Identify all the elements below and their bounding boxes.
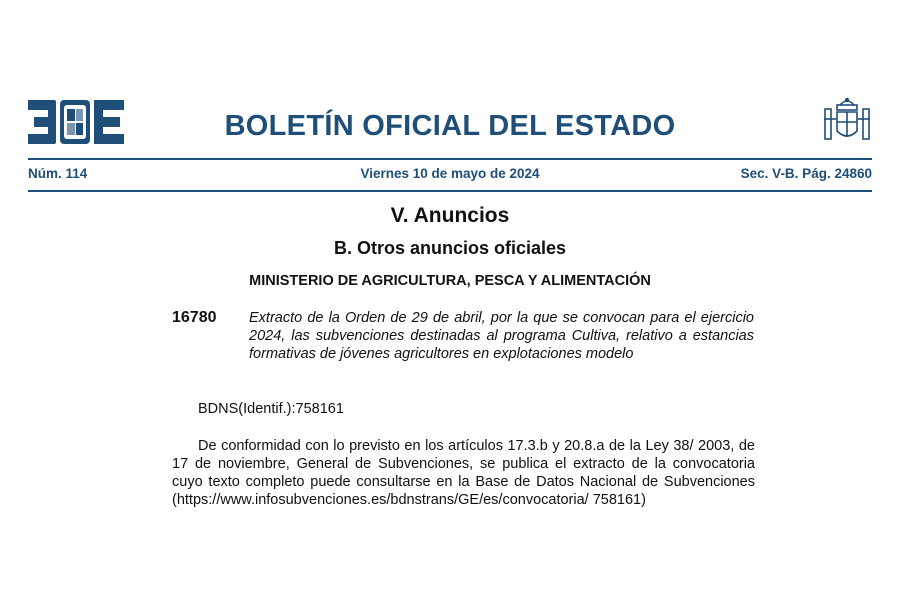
section-subtitle: B. Otros anuncios oficiales [333,238,567,258]
bdns-identifier: BDNS(Identif.):758161 [198,401,344,417]
ministry-heading: MINISTERIO DE AGRICULTURA, PESCA Y ALIMENTACIÓN [249,273,651,289]
announcement-body: De conformidad con lo previsto en los artículos 17.3.b y 20.8.a de la Ley 38/ 2003, de 17 de noviembre, General de Subvenciones, se publica el extracto de la convocatoria cuyo texto completo puede consultarse en la Base de Datos Nacional de Subvenciones (https://www.infosubvenciones.es/bdnstrans/GE/es/convocatoria/ 758161) [172,438,755,508]
header-top-rule [28,158,872,160]
coat-of-arms-icon [822,95,872,147]
section-title: V. Anuncios [390,204,510,227]
issue-date: Viernes 10 de mayo de 2024 [360,166,540,181]
bulletin-title: BOLETÍN OFICIAL DEL ESTADO [224,110,676,142]
announcement-summary: Extracto de la Orden de 29 de abril, por la que se convocan para el ejercicio 2024, las subvenciones destinadas al programa Cultiva, relativo a estancias formativas de jóvenes agricultores en explotaciones modelo [249,310,754,362]
announcement-number: 16780 [172,309,217,326]
boe-logo-icon [28,100,124,144]
issue-number: Núm. 114 [28,166,88,181]
issue-meta-row [28,166,872,186]
section-page: Sec. V-B. Pág. 24860 [740,166,872,181]
header-bottom-rule [28,190,872,192]
